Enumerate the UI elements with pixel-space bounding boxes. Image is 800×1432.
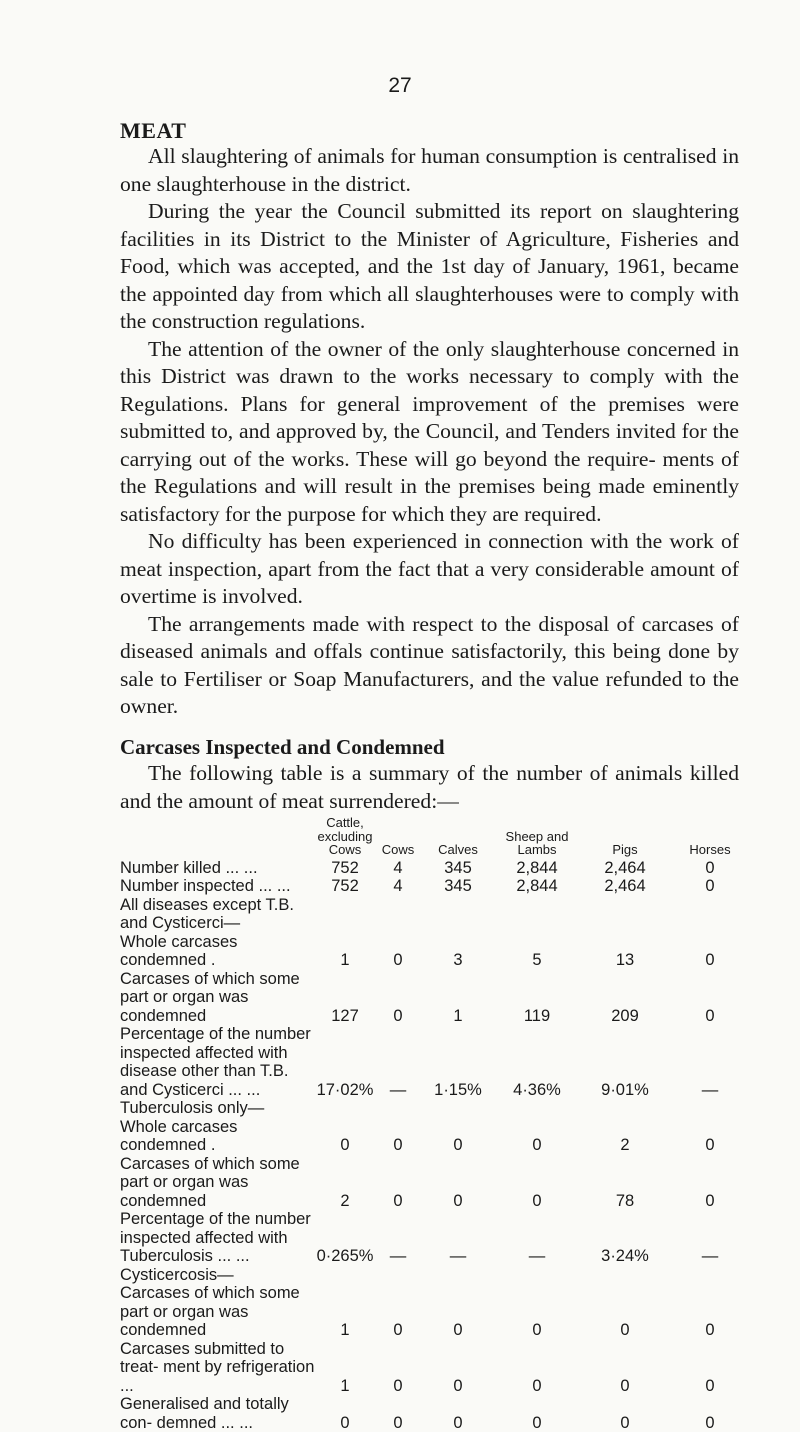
table-cell: 209 <box>580 970 670 1026</box>
table-cell: 0 <box>580 1340 670 1396</box>
header-blank <box>120 816 316 859</box>
table-row <box>120 859 750 878</box>
table-row <box>120 1210 750 1266</box>
table-body <box>120 859 750 1432</box>
table-cell: — <box>374 1210 422 1266</box>
table-cell: — <box>670 1025 750 1099</box>
table-cell: 0 <box>316 1118 374 1155</box>
table-row <box>120 877 750 896</box>
table-cell: 1 <box>422 970 494 1026</box>
table-row <box>120 1266 750 1285</box>
table-header-row <box>120 816 750 859</box>
table-cell: 0 <box>670 1340 750 1396</box>
table-cell: 5 <box>494 933 580 970</box>
table-cell: 0 <box>670 877 750 896</box>
table-cell <box>580 1266 670 1285</box>
table-cell: 2,464 <box>580 859 670 878</box>
table-cell: — <box>670 1210 750 1266</box>
column-header: Calves <box>422 816 494 859</box>
table-row <box>120 933 750 970</box>
table-cell: 0 <box>422 1155 494 1211</box>
table-cell <box>494 1266 580 1285</box>
row-label: Number inspected ... ... <box>120 877 316 896</box>
paragraph: All slaughtering of animals for human consumption is centralised in one slaughterhouse in the district. <box>120 143 739 198</box>
table-cell <box>422 896 494 933</box>
summary-table <box>120 816 750 1432</box>
table-cell: 2 <box>580 1118 670 1155</box>
table-row <box>120 1284 750 1340</box>
table-cell: 0 <box>374 933 422 970</box>
row-label: Whole carcases condemned . <box>120 1118 316 1155</box>
table-cell: 1 <box>316 933 374 970</box>
table-cell: 0 <box>422 1340 494 1396</box>
table-cell: 0 <box>670 1284 750 1340</box>
table-cell: 4·36% <box>494 1025 580 1099</box>
table-cell: 0 <box>316 1395 374 1432</box>
row-label: Tuberculosis only— <box>120 1099 316 1118</box>
paragraph: During the year the Council submitted its report on slaughtering facilities in its District to the Minister of Agriculture, Fisheries and Food, which was accepted, and the 1st day of January, 1961, became the appointed day from which all slaughterhouses were to comply with the construction regulations. <box>120 198 739 336</box>
table-cell: 0 <box>494 1118 580 1155</box>
table-cell: 127 <box>316 970 374 1026</box>
table-cell: 0 <box>374 970 422 1026</box>
table-cell <box>374 1099 422 1118</box>
table-cell <box>580 1099 670 1118</box>
body-text <box>120 143 739 721</box>
table-cell <box>580 896 670 933</box>
table-cell: 0 <box>670 1118 750 1155</box>
table-cell: 0 <box>580 1395 670 1432</box>
table-cell: 119 <box>494 970 580 1026</box>
row-label: Carcases submitted to treat- ment by refrigeration ... <box>120 1340 316 1396</box>
table-cell: 2,844 <box>494 877 580 896</box>
table-cell: 0 <box>670 1155 750 1211</box>
table-cell: 2,844 <box>494 859 580 878</box>
table-cell: 0 <box>374 1395 422 1432</box>
table-row <box>120 1155 750 1211</box>
paragraph: The arrangements made with respect to the disposal of carcases of diseased animals and offals continue satisfactorily, this being done by sale to Fertiliser or Soap Manufacturers, and the value refunded to the owner. <box>120 611 739 721</box>
column-header: Sheep and Lambs <box>494 816 580 859</box>
row-label: Percentage of the number inspected affected with disease other than T.B. and Cysticerci ... ... <box>120 1025 316 1099</box>
table-cell <box>670 896 750 933</box>
row-label: Whole carcases condemned . <box>120 933 316 970</box>
table-cell <box>494 896 580 933</box>
table-cell: 2,464 <box>580 877 670 896</box>
table-cell: 0 <box>374 1118 422 1155</box>
table-cell: 0 <box>374 1155 422 1211</box>
table-cell: 345 <box>422 877 494 896</box>
paragraph: The attention of the owner of the only slaughterhouse concerned in this District was drawn to the works necessary to comply with the Regulations. Plans for general improvement of the premises were submitted to, and approved by, the Council, and Tenders invited for the carrying out of the works. These will go beyond the require- ments of the Regulations and will result in the premises being made eminently satisfactory for the purpose for which they are required. <box>120 336 739 529</box>
row-label: Carcases of which some part or organ was condemned <box>120 1284 316 1340</box>
table-cell <box>422 1099 494 1118</box>
column-header: Horses <box>670 816 750 859</box>
table-cell <box>422 1266 494 1285</box>
table-row <box>120 1025 750 1099</box>
row-label: All diseases except T.B. and Cysticerci— <box>120 896 316 933</box>
table-row <box>120 1099 750 1118</box>
paragraph: The following table is a summary of the number of animals killed and the amount of meat surrendered:— <box>120 760 739 815</box>
table-cell: 2 <box>316 1155 374 1211</box>
table-row <box>120 1340 750 1396</box>
table-cell <box>316 896 374 933</box>
table-row <box>120 1395 750 1432</box>
table-cell: 9·01% <box>580 1025 670 1099</box>
table-cell <box>670 1266 750 1285</box>
row-label: Carcases of which some part or organ was condemned <box>120 970 316 1026</box>
paragraph: No difficulty has been experienced in connection with the work of meat inspection, apart from the fact that a very considerable amount of overtime is involved. <box>120 528 739 611</box>
table-row <box>120 896 750 933</box>
table-cell: 0 <box>422 1395 494 1432</box>
page-number: 27 <box>0 74 800 98</box>
table-cell: 0 <box>422 1118 494 1155</box>
table-cell: 0 <box>374 1284 422 1340</box>
table-cell: 0 <box>670 933 750 970</box>
table-cell: — <box>494 1210 580 1266</box>
table-cell: 0 <box>580 1284 670 1340</box>
table-row <box>120 1118 750 1155</box>
table-cell <box>316 1099 374 1118</box>
table-cell: 752 <box>316 877 374 896</box>
column-header: Cows <box>374 816 422 859</box>
row-label: Number killed ... ... <box>120 859 316 878</box>
row-label: Carcases of which some part or organ was condemned <box>120 1155 316 1211</box>
table-cell: 17·02% <box>316 1025 374 1099</box>
table-cell: 0 <box>670 859 750 878</box>
table-cell: 1·15% <box>422 1025 494 1099</box>
table-cell <box>374 896 422 933</box>
table-cell: 4 <box>374 877 422 896</box>
table-cell: 4 <box>374 859 422 878</box>
table-cell: 0 <box>422 1284 494 1340</box>
table-cell: 0 <box>494 1155 580 1211</box>
table-cell: 13 <box>580 933 670 970</box>
table-cell: 0 <box>670 970 750 1026</box>
table-cell <box>670 1099 750 1118</box>
table-cell: 752 <box>316 859 374 878</box>
table-heading: Carcases Inspected and Condemned <box>120 735 445 760</box>
table-cell: 0 <box>670 1395 750 1432</box>
table-cell: 3 <box>422 933 494 970</box>
table-cell: — <box>422 1210 494 1266</box>
table-cell: 0·265% <box>316 1210 374 1266</box>
table-cell: 78 <box>580 1155 670 1211</box>
table-cell: 0 <box>374 1340 422 1396</box>
table-intro <box>120 760 739 815</box>
table-cell <box>374 1266 422 1285</box>
table-row <box>120 970 750 1026</box>
table-cell: — <box>374 1025 422 1099</box>
table-cell: 0 <box>494 1395 580 1432</box>
table-cell: 0 <box>494 1340 580 1396</box>
table-cell: 0 <box>494 1284 580 1340</box>
row-label: Generalised and totally con- demned ... ... <box>120 1395 316 1432</box>
table-cell: 1 <box>316 1340 374 1396</box>
column-header: Pigs <box>580 816 670 859</box>
section-heading: MEAT <box>120 118 186 144</box>
table-cell: 345 <box>422 859 494 878</box>
table-cell: 3·24% <box>580 1210 670 1266</box>
row-label: Percentage of the number inspected affected with Tuberculosis ... ... <box>120 1210 316 1266</box>
table-cell: 1 <box>316 1284 374 1340</box>
table-cell <box>494 1099 580 1118</box>
table-cell <box>316 1266 374 1285</box>
column-header: Cattle, excluding Cows <box>316 816 374 859</box>
row-label: Cysticercosis— <box>120 1266 316 1285</box>
